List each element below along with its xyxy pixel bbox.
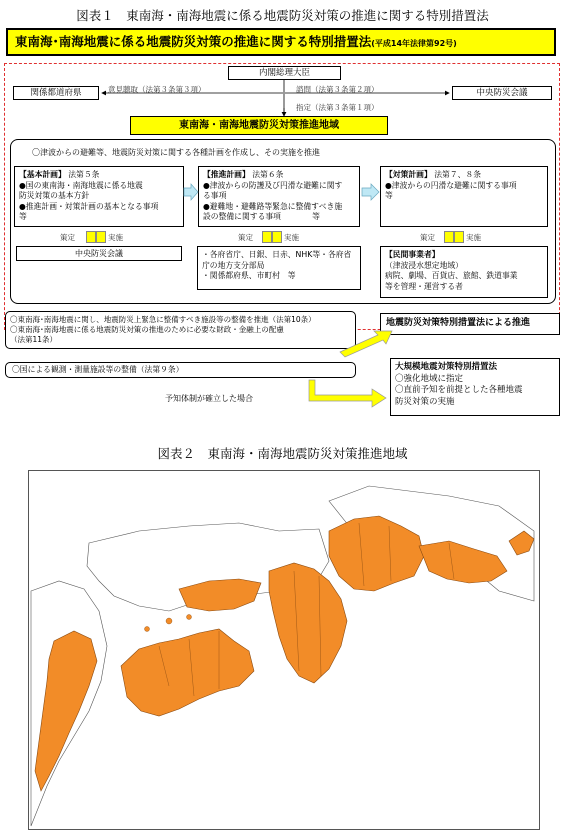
private-operators-line2: 病院、劇場、百貨店、旅館、鉄道事業 [385,271,518,280]
measures-plan-line2: 等 [385,191,393,200]
island-3 [145,627,150,632]
promotion-region-map [28,470,540,830]
private-operators-line3: 等を管理・運営する者 [385,281,463,291]
facility-line2: 〇東南海･南海地震に係る地震防災対策の推進のために必要な財政・金融上の配慮 [10,325,284,334]
agencies-line3: ・関係都府県、市町村 等 [202,271,296,280]
large-scale-line3: 防災対策の実施 [395,396,455,407]
island-2 [187,615,192,620]
basic-plan-line2: 防災対策の基本方針 [19,191,90,200]
large-scale-law-heading: 大規模地震対策特別措置法 [395,362,498,372]
opinion-label: 意見聴取（法第３条第３項） [108,85,206,94]
law-title-number: (平成14年法律第92号) [371,39,457,48]
consult-label: 諮問（法第３条第２項） [296,85,379,94]
basic-plan-heading: 【基本計画】 [19,170,66,179]
prefectures-box: 関係都道府県 [13,86,99,100]
agencies-line1: ・各府省庁、日銀、日赤、NHK等・各府省 [202,250,352,259]
designate-label: 指定（法第３条第１項） [296,103,379,112]
measures-plan-line1: ●津波からの円滑な避難に関する事項 [385,180,517,190]
facility-line1: 〇東南海･南海地震に関し、地震防災上緊急に整備すべき施設等の整備を推進（法第10条） [10,315,316,324]
prime-minister-box: 内閣総理大臣 [228,66,341,80]
promotion-implement-label: 実施 [284,233,299,242]
disaster-council-box: 中央防災会議 [452,86,552,100]
basic-implement-label: 実施 [108,233,123,242]
basic-make-label: 策定 [60,233,75,242]
promotion-plan-line4: 設の整備に関する事項 等 [203,212,320,221]
law-title-main: 東南海･南海地震に係る地震防災対策の推進に関する特別措置法 [15,34,372,49]
promotion-plan-line3: ●避難地・避難路等緊急に整備すべき施 [203,201,343,211]
large-scale-law-box [390,358,560,416]
measures-implement-label: 実施 [466,233,481,242]
to-large-scale-yellow-arrow [309,380,386,407]
private-operators-heading: 【民間事業者】 [385,250,440,259]
promotion-make-label: 策定 [238,233,253,242]
plans-intro-text: 〇津波からの避難等、地震防災対策に関する各種計画を作成し、その実施を推進 [32,148,320,157]
to-promotion-yellow-arrow [340,331,392,357]
promotion-plan-law: 法第６条 [252,170,284,179]
central-council-box: 中央防災会議 [16,246,182,261]
measures-plan-heading: 【対策計画】 [385,170,432,179]
promotion-plan-heading: 【推進計画】 [203,170,250,179]
basic-plan-law: 法第５条 [68,170,100,179]
basic-plan-line3: ●推進計画・対策計画の基本となる事項 [19,201,159,211]
promotion-region-box: 東南海・南海地震防災対策推進地域 [130,116,388,135]
facility-line3: （法第11条） [10,335,58,344]
private-operators-line1: （津波浸水想定地域） [385,260,463,270]
map-drawing [29,471,539,829]
prediction-condition-label: 予知体制が確立した場合 [165,394,253,403]
basic-plan-line4: 等 [19,212,27,221]
basic-plan-line1: ●国の東南海・南海地震に係る地震 [19,180,143,190]
agencies-line2: 庁の地方支分部局 [202,260,265,270]
observation-box: 〇国による観測・測量施設等の整備（法第９条） [5,362,356,378]
special-measures-promotion-box: 地震防災対策特別措置法による推進 [380,313,560,335]
promotion-plan-line2: る事項 [203,191,227,200]
measures-plan-law: 法第７、８条 [434,170,482,179]
measures-make-label: 策定 [420,233,435,242]
island-1 [166,618,172,624]
figure1-title: 図表１ 東南海・南海地震に係る地震防災対策の推進に関する特別措置法 [76,8,489,23]
promotion-plan-line1: ●津波からの防護及び円滑な避難に関す [203,180,343,190]
large-scale-line2: 〇直前予知を前提とした各種地震 [395,385,523,395]
large-scale-line1: 〇強化地域に指定 [395,373,464,384]
figure2-title: 図表２ 東南海・南海地震防災対策推進地域 [157,446,408,461]
